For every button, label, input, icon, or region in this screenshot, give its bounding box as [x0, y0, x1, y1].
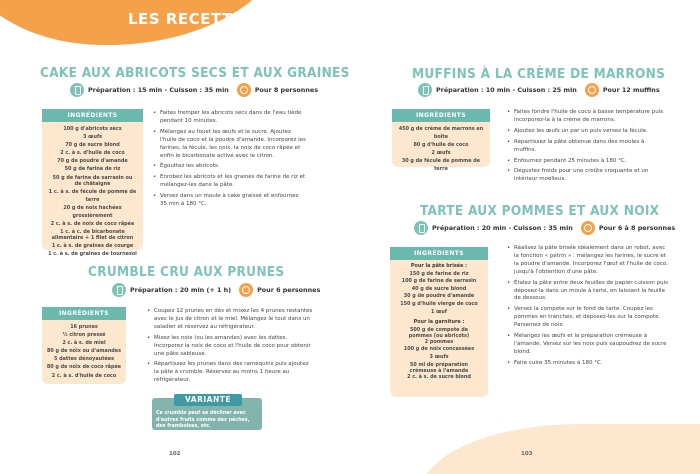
recipe-meta-muffins: [418, 83, 660, 97]
ingredient-item: 1 c. à s. de fécule de pomme de terre: [48, 188, 137, 203]
section-header: LES RECETTES: [128, 10, 255, 28]
ingredient-item: 100 g de noix concassées: [403, 346, 475, 353]
ingredient-item: 5 dattes dénoyautées: [53, 356, 115, 363]
ingredient-item: 50 g de farine de sarrasin ou de châtaigne: [52, 174, 133, 187]
recipe-title-crumble: CRUMBLE CRU AUX PRUNES: [88, 264, 285, 280]
ingredient-item: 70 g de sucre blond: [65, 142, 120, 149]
page-number-left: 102: [169, 451, 181, 457]
step-item: • Coupez 12 prunes en dés et mixez les 4 prunes restantes avec le jus de citron et le miel. Mélangez le tout dans un saladier et réservez au réfrigérateur.: [146, 308, 314, 332]
prep-time: Préparation : 15 min - Cuisson : 35 min: [88, 86, 229, 94]
recipe-title-tarte: TARTE AUX POMMES ET AUX NOIX: [420, 203, 660, 219]
servings: Pour 12 muffins: [602, 86, 660, 94]
step-item: • Réalisez la pâte brisée idéalement dans un robot, avec la fonction « pétrin » : mélangez les farines, le sucre et la poudre d'amande. Incorporez l'œuf et l'huile de coco, jusqu'à l'obtention d'une pâte.: [506, 245, 670, 277]
recipe-meta-cake: [70, 83, 318, 97]
plate-icon: [585, 83, 599, 97]
ingredient-item: 1 œuf: [430, 308, 448, 315]
recipe-title-cake: CAKE AUX ABRICOTS SECS ET AUX GRAINES: [40, 65, 350, 81]
steps-list-muffins: [506, 109, 666, 187]
ingredient-item: 2 œufs: [431, 150, 451, 157]
recipe-meta-tarte: [414, 221, 675, 235]
ingredient-item: 30 g de poudre d'amande: [403, 293, 475, 300]
ingredient-item: 80 g de noix ou d'amandes: [46, 348, 122, 355]
ingredients-box-tarte: [390, 247, 488, 397]
plate-icon: [237, 83, 251, 97]
ingredient-item: 3 œufs: [83, 134, 102, 141]
ingredients-box-muffins: [392, 109, 490, 173]
ingredient-item: 3 œufs: [429, 353, 449, 360]
ingredient-item: 2 c. à s. de miel: [62, 340, 106, 347]
ingredient-item: 80 g de noix de coco râpée: [46, 364, 122, 371]
step-item: • Mixez les noix (ou les amandes) avec les dattes. Incorporez la noix de coco et l'huile de coco pour obtenir une pâte sableuse.: [146, 335, 314, 359]
step-item: • Faites fondre l'huile de coco à basse température puis incorporez-la à la crème de marrons.: [506, 109, 666, 125]
recipe-meta-crumble: [112, 283, 320, 297]
step-item: • Enfournez pendant 25 minutes à 180 °C.: [506, 158, 666, 166]
ingredients-heading: INGRÉDIENTS: [392, 109, 490, 122]
steps-list-cake: [152, 110, 307, 212]
ingredient-item: 450 g de crème de marrons en boîte: [398, 126, 484, 141]
ingredient-item: 80 g d'huile de coco: [413, 142, 469, 149]
ingredient-item: 1 c. à s. de graines de courge: [51, 243, 134, 250]
hourglass-icon: [418, 83, 432, 97]
step-item: • Répartissez la pâte obtenue dans des moules à muffins.: [506, 139, 666, 155]
ingredients-list: [42, 320, 126, 384]
step-item: • Mélangez les œufs et la préparation crémeuse à l'amande. Versez sur les noix puis saupoudrez de sucre blond.: [506, 333, 670, 357]
prep-time: Préparation : 10 min - Cuisson : 25 min: [436, 86, 577, 94]
ingredient-item: 30 g de fécule de pomme de terre: [401, 158, 481, 173]
ingredients-heading: INGRÉDIENTS: [42, 307, 126, 320]
ingredient-item: 150 g d'huile vierge de coco: [400, 300, 478, 307]
ingredient-subheading: Pour la garniture :: [413, 319, 465, 326]
ingredient-subheading: Pour la pâte brisée :: [410, 263, 468, 269]
ingredient-item: 16 prunes: [70, 324, 98, 330]
plate-icon: [239, 283, 253, 297]
step-item: • Dégustez froids pour une croûte croquante et un intérieur moelleux.: [506, 168, 666, 184]
step-item: • Enrobez les abricots et les graines de farine de riz et mélangez-les dans la pâte.: [152, 174, 307, 190]
ingredients-heading: INGRÉDIENTS: [42, 109, 143, 122]
ingredient-item: 1 c. à c. de bicarbonate alimentaire + 1 filet de citron: [51, 229, 134, 242]
step-item: • Faire cuire 35 minutes à 180 °C.: [506, 360, 670, 368]
ingredient-item: 2 pommes: [424, 338, 454, 345]
recipe-title-muffins: MUFFINS À LA CRÈME DE MARRONS: [412, 66, 666, 82]
step-item: • Mélangez au fouet les œufs et le sucre. Ajoutez l'huile de coco et la poudre d'amande. Incorporez les farines, la fécule, les noix, la noix de coco râpée et enfin le bicarbonate activé avec le citron.: [152, 129, 307, 161]
hourglass-icon: [414, 221, 428, 235]
ingredient-item: ½ citron pressé: [62, 332, 106, 339]
step-item: • Versez dans un moule à cake graissé et enfournez 35 min à 180 °C.: [152, 193, 307, 209]
peach-corner-blob: [420, 424, 700, 474]
ingredients-list: [392, 122, 490, 178]
servings: Pour 6 à 8 personnes: [598, 224, 676, 232]
ingredient-item: 1 c. à s. de graines de tournesol: [48, 251, 137, 258]
step-item: • Répartissez les prunes dans des ramequins puis ajoutez la pâte à crumble. Réservez au moins 1 heure au réfrigérateur.: [146, 361, 314, 385]
ingredient-item: 50 ml de préparation crémeuse à l'amande: [409, 361, 469, 374]
ingredient-item: 20 g de noix hachées grossièrement: [63, 204, 122, 219]
ingredient-item: 50 g de farine de riz: [64, 166, 121, 173]
ingredient-item: 2 c. à s. de noix de coco râpée: [50, 220, 135, 227]
hourglass-icon: [70, 83, 84, 97]
step-item: • Faites tremper les abricots secs dans de l'eau tiède pendant 10 minutes.: [152, 110, 307, 126]
ingredient-item: 2 c. à s. d'huile de coco: [60, 150, 125, 157]
ingredient-item: 2 c. à s. de sucre blond: [407, 373, 471, 380]
ingredient-item: 150 g de farine de riz: [409, 270, 469, 277]
ingredient-item: 2 c. à s. d'huile de coco: [51, 372, 117, 379]
ingredient-item: 100 g de farine de sarrasin: [401, 278, 477, 285]
variant-text: Ce crumble peut se décliner avec d'autres fruits comme des pêches, des framboises, etc.: [156, 411, 250, 429]
steps-list-tarte: [506, 245, 670, 371]
ingredients-list: [42, 122, 143, 262]
servings: Pour 8 personnes: [254, 86, 319, 94]
ingredient-item: 500 g de compote de pommes (ou abricots): [408, 326, 470, 339]
ingredients-list: [390, 260, 488, 385]
servings: Pour 6 personnes: [257, 286, 321, 294]
variant-heading: VARIANTE: [174, 394, 242, 406]
plate-icon: [581, 221, 595, 235]
hourglass-icon: [112, 283, 126, 297]
ingredients-box-cake: [42, 109, 143, 258]
step-item: • Étalez la pâte entre deux feuilles de papier cuisson puis déposez-la dans un moule à tarte, en laissant la feuille de dessous.: [506, 280, 670, 304]
ingredients-heading: INGRÉDIENTS: [390, 247, 488, 260]
page-number-right: 103: [521, 451, 533, 457]
prep-time: Préparation : 20 min - Cuisson : 35 min: [432, 224, 573, 232]
step-item: • Égouttez les abricots.: [152, 163, 307, 171]
ingredient-item: 100 g d'abricots secs: [63, 126, 122, 132]
ingredients-box-crumble: [42, 307, 126, 379]
ingredient-item: 70 g de poudre d'amande: [57, 158, 128, 165]
prep-time: Préparation : 20 min (+ 1 h): [130, 286, 232, 294]
steps-list-crumble: [146, 308, 314, 388]
ingredient-item: 40 g de sucre blond: [411, 285, 467, 292]
step-item: • Ajoutez les œufs un par un puis versez la fécule.: [506, 128, 666, 136]
step-item: • Versez la compote sur le fond de tarte. Coupez les pommes en tranches, et déposez-les sur la compote. Parsemez de noix.: [506, 306, 670, 330]
